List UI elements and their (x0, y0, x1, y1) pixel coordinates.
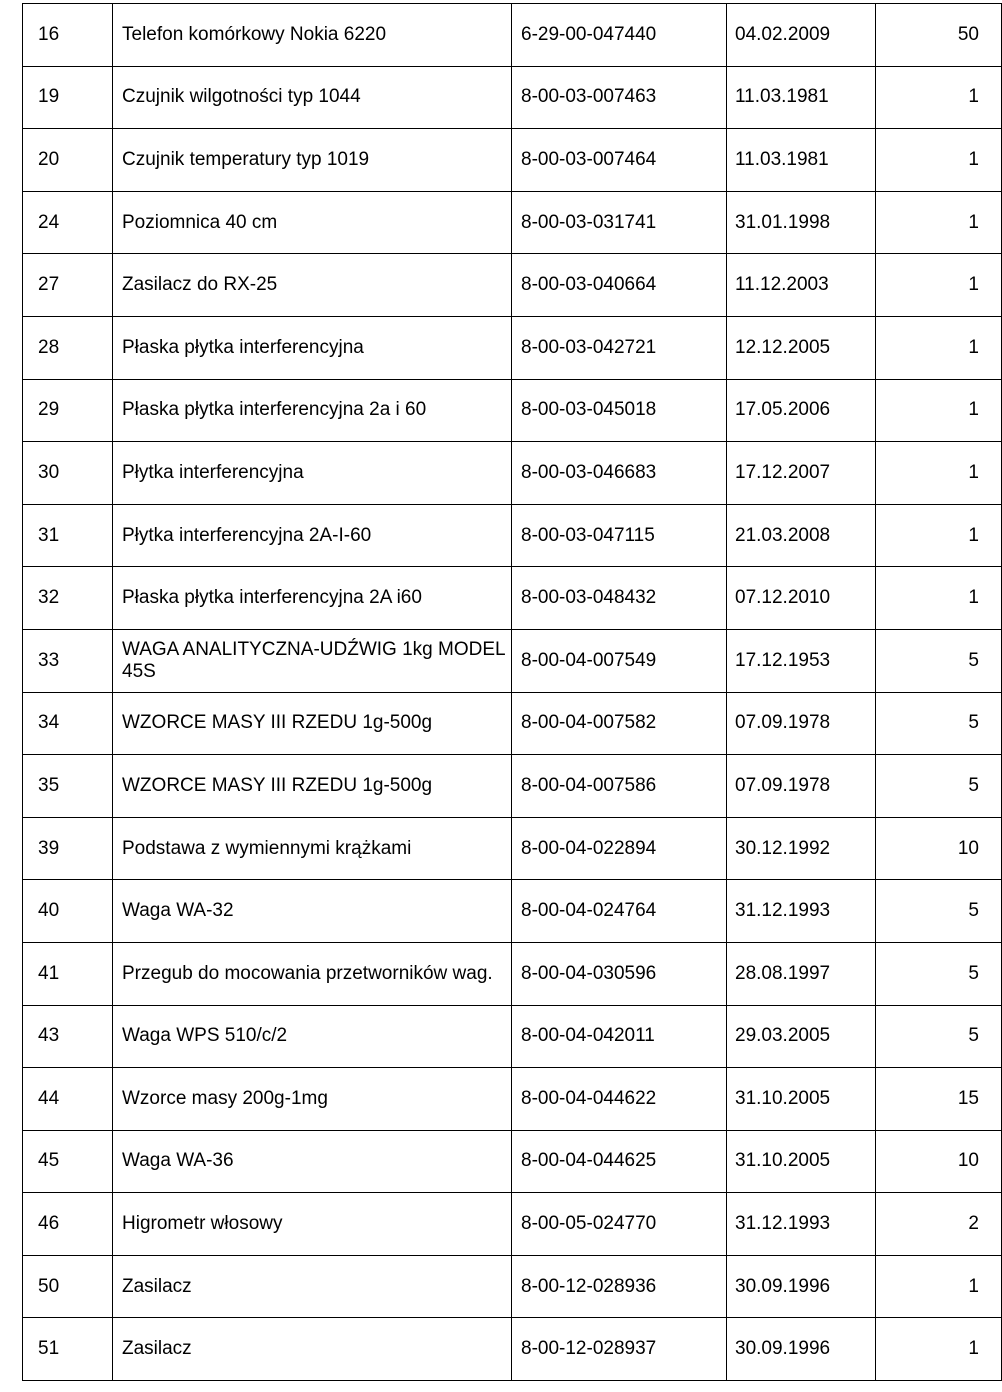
row-number: 24 (23, 191, 113, 254)
inventory-number: 8-00-12-028936 (512, 1255, 727, 1318)
inventory-number: 8-00-04-030596 (512, 942, 727, 1005)
table-row (23, 1005, 1002, 1068)
quantity: 1 (876, 442, 1002, 505)
row-number: 39 (23, 817, 113, 880)
acquisition-date: 21.03.2008 (727, 504, 876, 567)
quantity: 5 (876, 1005, 1002, 1068)
acquisition-date: 17.12.2007 (727, 442, 876, 505)
quantity: 1 (876, 379, 1002, 442)
table-row (23, 629, 1002, 692)
table-row (23, 567, 1002, 630)
inventory-number: 8-00-03-047115 (512, 504, 727, 567)
table-row (23, 129, 1002, 192)
acquisition-date: 17.12.1953 (727, 629, 876, 692)
quantity: 5 (876, 942, 1002, 1005)
acquisition-date: 31.10.2005 (727, 1130, 876, 1193)
inventory-number: 8-00-04-007582 (512, 692, 727, 755)
table-row (23, 1255, 1002, 1318)
quantity: 1 (876, 191, 1002, 254)
item-name: Zasilacz (113, 1255, 512, 1318)
row-number: 44 (23, 1068, 113, 1131)
inventory-number: 8-00-04-044625 (512, 1130, 727, 1193)
quantity: 10 (876, 817, 1002, 880)
table-row (23, 755, 1002, 818)
row-number: 34 (23, 692, 113, 755)
table-row (23, 942, 1002, 1005)
acquisition-date: 28.08.1997 (727, 942, 876, 1005)
inventory-number: 8-00-03-007463 (512, 66, 727, 129)
acquisition-date: 17.05.2006 (727, 379, 876, 442)
item-name: Poziomnica 40 cm (113, 191, 512, 254)
acquisition-date: 31.12.1993 (727, 880, 876, 943)
item-name: Płaska płytka interferencyjna (113, 316, 512, 379)
table-row (23, 379, 1002, 442)
item-name: WZORCE MASY III RZEDU 1g-500g (113, 692, 512, 755)
item-name: Zasilacz (113, 1318, 512, 1381)
quantity: 2 (876, 1193, 1002, 1256)
inventory-number: 8-00-04-044622 (512, 1068, 727, 1131)
acquisition-date: 29.03.2005 (727, 1005, 876, 1068)
quantity: 1 (876, 66, 1002, 129)
item-name: Waga WA-32 (113, 880, 512, 943)
table-row (23, 817, 1002, 880)
row-number: 28 (23, 316, 113, 379)
acquisition-date: 31.01.1998 (727, 191, 876, 254)
quantity: 1 (876, 1255, 1002, 1318)
table-row (23, 1318, 1002, 1381)
inventory-number: 8-00-04-022894 (512, 817, 727, 880)
row-number: 29 (23, 379, 113, 442)
table-row (23, 254, 1002, 317)
quantity: 5 (876, 692, 1002, 755)
item-name: Płytka interferencyjna (113, 442, 512, 505)
quantity: 1 (876, 254, 1002, 317)
inventory-number: 8-00-04-007549 (512, 629, 727, 692)
item-name: Wzorce masy 200g-1mg (113, 1068, 512, 1131)
row-number: 41 (23, 942, 113, 1005)
acquisition-date: 30.09.1996 (727, 1255, 876, 1318)
acquisition-date: 12.12.2005 (727, 316, 876, 379)
row-number: 51 (23, 1318, 113, 1381)
item-name: WZORCE MASY III RZEDU 1g-500g (113, 755, 512, 818)
inventory-number: 8-00-12-028937 (512, 1318, 727, 1381)
table-row (23, 4, 1002, 67)
acquisition-date: 30.09.1996 (727, 1318, 876, 1381)
item-name: Przegub do mocowania przetworników wag. (113, 942, 512, 1005)
table-row (23, 1068, 1002, 1131)
inventory-table (22, 3, 1002, 1381)
row-number: 20 (23, 129, 113, 192)
item-name: Czujnik temperatury typ 1019 (113, 129, 512, 192)
table-row (23, 692, 1002, 755)
item-name: WAGA ANALITYCZNA-UDŹWIG 1kg MODEL 45S (113, 629, 512, 692)
acquisition-date: 07.09.1978 (727, 755, 876, 818)
quantity: 1 (876, 567, 1002, 630)
acquisition-date: 07.09.1978 (727, 692, 876, 755)
row-number: 30 (23, 442, 113, 505)
table-row (23, 66, 1002, 129)
item-name: Podstawa z wymiennymi krążkami (113, 817, 512, 880)
quantity: 15 (876, 1068, 1002, 1131)
row-number: 40 (23, 880, 113, 943)
table-row (23, 1130, 1002, 1193)
inventory-number: 6-29-00-047440 (512, 4, 727, 67)
row-number: 35 (23, 755, 113, 818)
quantity: 1 (876, 504, 1002, 567)
acquisition-date: 30.12.1992 (727, 817, 876, 880)
acquisition-date: 11.03.1981 (727, 129, 876, 192)
quantity: 1 (876, 1318, 1002, 1381)
row-number: 33 (23, 629, 113, 692)
row-number: 45 (23, 1130, 113, 1193)
table-row (23, 191, 1002, 254)
acquisition-date: 07.12.2010 (727, 567, 876, 630)
item-name: Waga WPS 510/c/2 (113, 1005, 512, 1068)
inventory-number: 8-00-03-046683 (512, 442, 727, 505)
item-name: Płytka interferencyjna 2A-I-60 (113, 504, 512, 567)
inventory-number: 8-00-03-031741 (512, 191, 727, 254)
row-number: 16 (23, 4, 113, 67)
quantity: 5 (876, 629, 1002, 692)
table-row (23, 316, 1002, 379)
inventory-number: 8-00-03-007464 (512, 129, 727, 192)
inventory-number: 8-00-04-007586 (512, 755, 727, 818)
item-name: Waga WA-36 (113, 1130, 512, 1193)
inventory-number: 8-00-03-040664 (512, 254, 727, 317)
inventory-number: 8-00-03-048432 (512, 567, 727, 630)
item-name: Zasilacz do RX-25 (113, 254, 512, 317)
inventory-number: 8-00-05-024770 (512, 1193, 727, 1256)
quantity: 5 (876, 880, 1002, 943)
item-name: Czujnik wilgotności typ 1044 (113, 66, 512, 129)
table-row (23, 442, 1002, 505)
item-name: Higrometr włosowy (113, 1193, 512, 1256)
row-number: 46 (23, 1193, 113, 1256)
quantity: 5 (876, 755, 1002, 818)
row-number: 32 (23, 567, 113, 630)
inventory-number: 8-00-03-045018 (512, 379, 727, 442)
item-name: Płaska płytka interferencyjna 2A i60 (113, 567, 512, 630)
inventory-number: 8-00-04-042011 (512, 1005, 727, 1068)
acquisition-date: 31.10.2005 (727, 1068, 876, 1131)
quantity: 10 (876, 1130, 1002, 1193)
item-name: Telefon komórkowy Nokia 6220 (113, 4, 512, 67)
inventory-number: 8-00-04-024764 (512, 880, 727, 943)
acquisition-date: 11.12.2003 (727, 254, 876, 317)
row-number: 27 (23, 254, 113, 317)
row-number: 31 (23, 504, 113, 567)
acquisition-date: 04.02.2009 (727, 4, 876, 67)
table-row (23, 504, 1002, 567)
quantity: 50 (876, 4, 1002, 67)
row-number: 43 (23, 1005, 113, 1068)
row-number: 50 (23, 1255, 113, 1318)
row-number: 19 (23, 66, 113, 129)
quantity: 1 (876, 129, 1002, 192)
table-row (23, 880, 1002, 943)
quantity: 1 (876, 316, 1002, 379)
item-name: Płaska płytka interferencyjna 2a i 60 (113, 379, 512, 442)
acquisition-date: 31.12.1993 (727, 1193, 876, 1256)
inventory-number: 8-00-03-042721 (512, 316, 727, 379)
acquisition-date: 11.03.1981 (727, 66, 876, 129)
table-row (23, 1193, 1002, 1256)
inventory-table-body (23, 4, 1002, 1381)
